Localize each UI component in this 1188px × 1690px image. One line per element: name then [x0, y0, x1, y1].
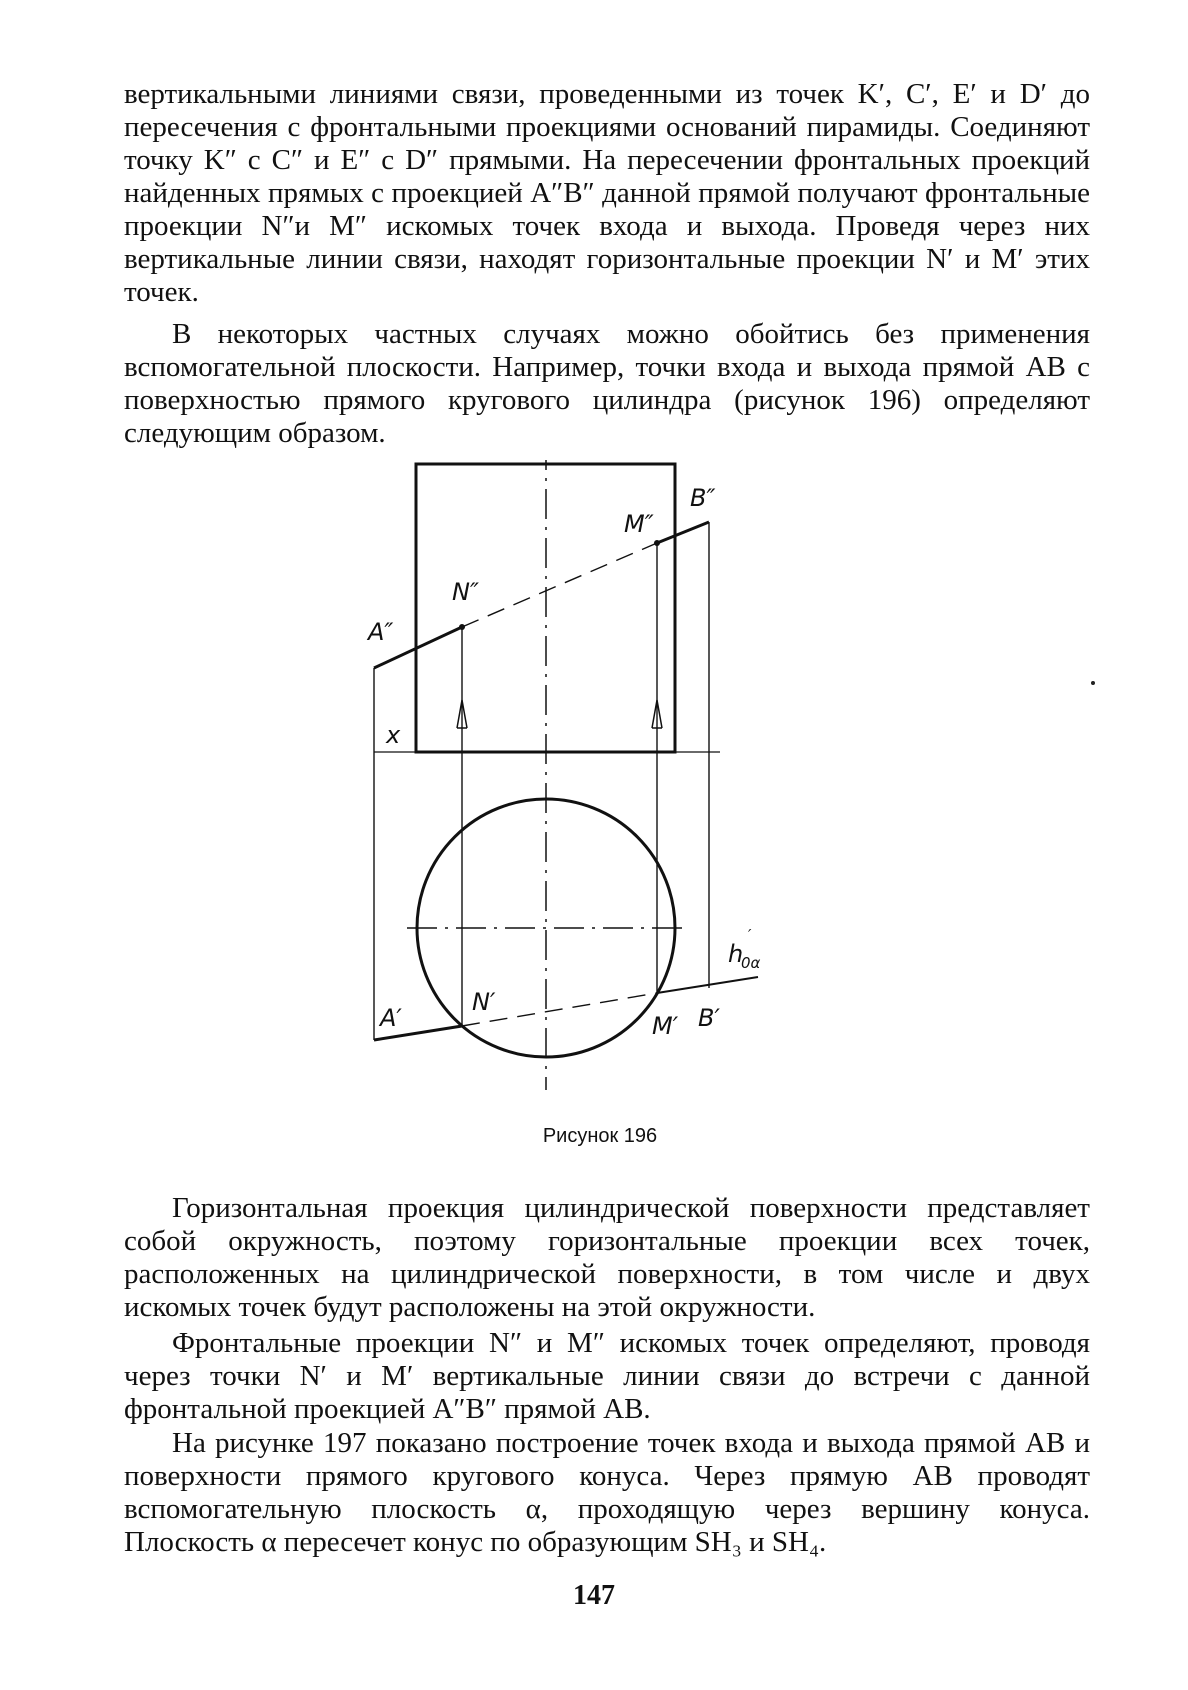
paragraph-5: На рисунке 197 показано построение точек входа и выхода прямой AB и поверхности прямого кругового конуса. Через прямую AB проводят вспомогательную плоскость α, проходящую через вершину конуса. Плоскость α пересечет конус по образующим SH₃ и SH₄.	[124, 1427, 1090, 1558]
cylinder-projection-diagram	[360, 460, 840, 1120]
page-number: 147	[573, 1580, 615, 1611]
line-ab-frontal-hidden	[462, 543, 657, 627]
point-m2	[654, 540, 660, 546]
stray-dot	[1091, 681, 1095, 685]
paragraph-1: вертикальными линиями связи, проведенными из точек K′, C′, E′ и D′ до пересечения с фронтальными проекциями оснований пирамиды. Соединяют точку K″ с C″ и E″ с D″ прямыми. На пересечении фронтальных проекций найденных прямых с проекцией A″B″ данной прямой получают фронтальные проекции N″и M″ искомых точек входа и выхода. Проведя через них вертикальные линии связи, находят горизонтальные проекции N′ и M′ этих точек.	[124, 78, 1090, 308]
line-ab-horizontal-right	[657, 977, 758, 993]
label-m1: M′	[652, 1012, 679, 1040]
paragraph-3: Горизонтальная проекция цилиндрической поверхности представляет собой окружность, поэтому горизонтальные проекции всех точек, расположенных на цилиндрической поверхности, в том числе и двух искомых точек будут расположены на этой окружности.	[124, 1192, 1090, 1323]
label-a1: A′	[380, 1004, 402, 1032]
label-b2: B″	[690, 484, 716, 512]
label-h-prime: ′	[748, 926, 752, 944]
figure-196	[360, 460, 840, 1150]
label-x: x	[386, 721, 401, 749]
paragraph-2: В некоторых частных случаях можно обойтись без применения вспомогательной плоскости. Например, точки входа и выхода прямой AB с поверхностью прямого кругового цилиндра (рисунок 196) определяют следующим образом.	[124, 318, 1090, 449]
line-ab-frontal-right	[657, 522, 709, 543]
label-n2: N″	[452, 578, 479, 606]
point-n2	[459, 624, 465, 630]
paragraph-4: Фронтальные проекции N″ и M″ искомых точек определяют, проводя через точки N′ и M′ вертикальные линии связи до встречи с данной фронтальной проекцией A″B″ прямой AB.	[124, 1327, 1090, 1425]
label-m2: M″	[624, 510, 654, 538]
label-b1: B′	[698, 1004, 720, 1032]
label-n1: N′	[472, 988, 496, 1016]
label-h: h	[728, 940, 744, 968]
label-a2: A″	[368, 618, 394, 646]
label-h-subscript: 0α	[741, 954, 761, 972]
figure-caption: Рисунок 196	[542, 1125, 658, 1147]
